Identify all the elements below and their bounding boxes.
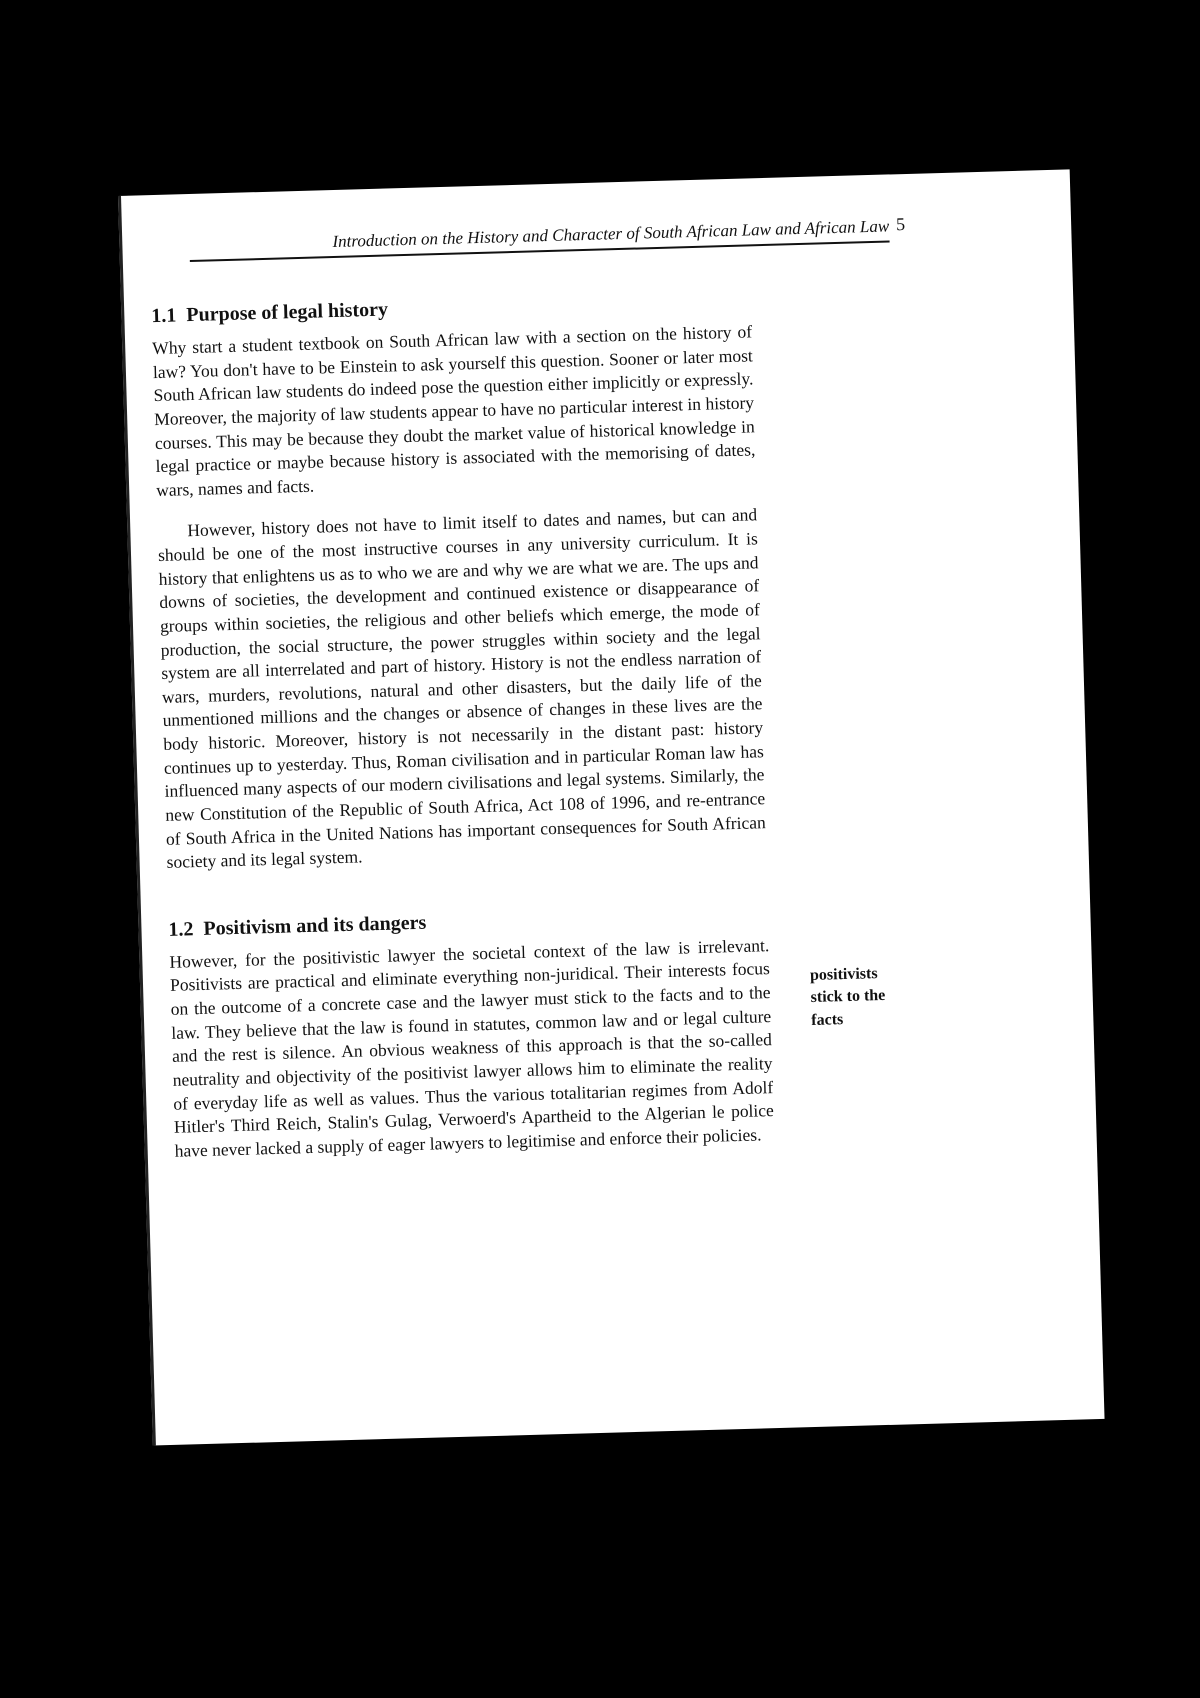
section-number: 1.2 <box>168 917 194 941</box>
margin-note: positivists stick to the facts <box>809 964 886 1029</box>
paragraph: However, history does not have to limit itself to dates and names, but can and should be one of the most instructive courses in any university curriculum. It is history that enlightens us as to who we are and why we are what we are. The ups and downs of societies, the development and continued existence or disappearance of groups within societies, the religious and other beliefs which emerge, the mode of production, the social structure, the power struggles within society and the legal system are all interrelated and part of history. History is not the endless narration of wars, murders, revolutions, natural and other disasters, but the daily life of the unmentioned millions and the changes or absence of changes in these lives are the body historic. Moreover, history is not necessarily in the distant past: history continues up to yesterday. Thus, Roman civilisation and in particular Roman law has influenced many aspects of our modern civilisations and legal systems. Similarly, the new Constitution of the Republic of South Africa, Act 108 of 1996, and re-entrance of South Africa in the United Nations has important consequences for South African society and its legal system. <box>157 504 767 873</box>
paragraph: Why start a student textbook on South African law with a section on the history of law? You don't have to be Einstein to ask yourself this question. Sooner or later most South African law students do indeed pose the question either implicitly or expressly. Moreover, the majority of law students appear to have no particular interest in history courses. This may be because they doubt the market value of historical knowledge in legal practice or maybe because history is associated with the memorising of dates, wars, names and facts. <box>151 321 756 500</box>
section-title: Positivism and its dangers <box>203 911 427 940</box>
section-number: 1.1 <box>151 304 177 328</box>
page-content <box>151 286 886 1205</box>
section-title: Purpose of legal history <box>186 298 389 327</box>
paragraph: However, for the positivistic lawyer the societal context of the law is irrelevant. Positivists are practical and eliminate everything non-juridical. Their interests focus on the outcome of a concrete case and the lawyer must stick to the facts and to the law. They believe that the law is found in statutes, common law and or legal culture and the rest is silence. An obvious weakness of this approach is that the so-called neutrality and objectivity of the positivist lawyer allows him to eliminate the reality of everyday life as well as values. Thus the various totalitarian regimes from Adolf Hitler's Third Reich, Stalin's Gulag, Verwoerd's Apartheid to the Algerian le police have never lacked a supply of eager lawyers to legitimise and enforce their policies. <box>169 934 775 1161</box>
section-purpose-of-legal-history <box>151 286 767 874</box>
running-head: Introduction on the History and Character of South African Law and African Law <box>189 216 889 262</box>
page-binding-edge <box>118 196 156 1446</box>
page-number: 5 <box>895 214 906 235</box>
section-positivism-and-its-dangers <box>168 900 886 1163</box>
book-page <box>118 169 1105 1445</box>
